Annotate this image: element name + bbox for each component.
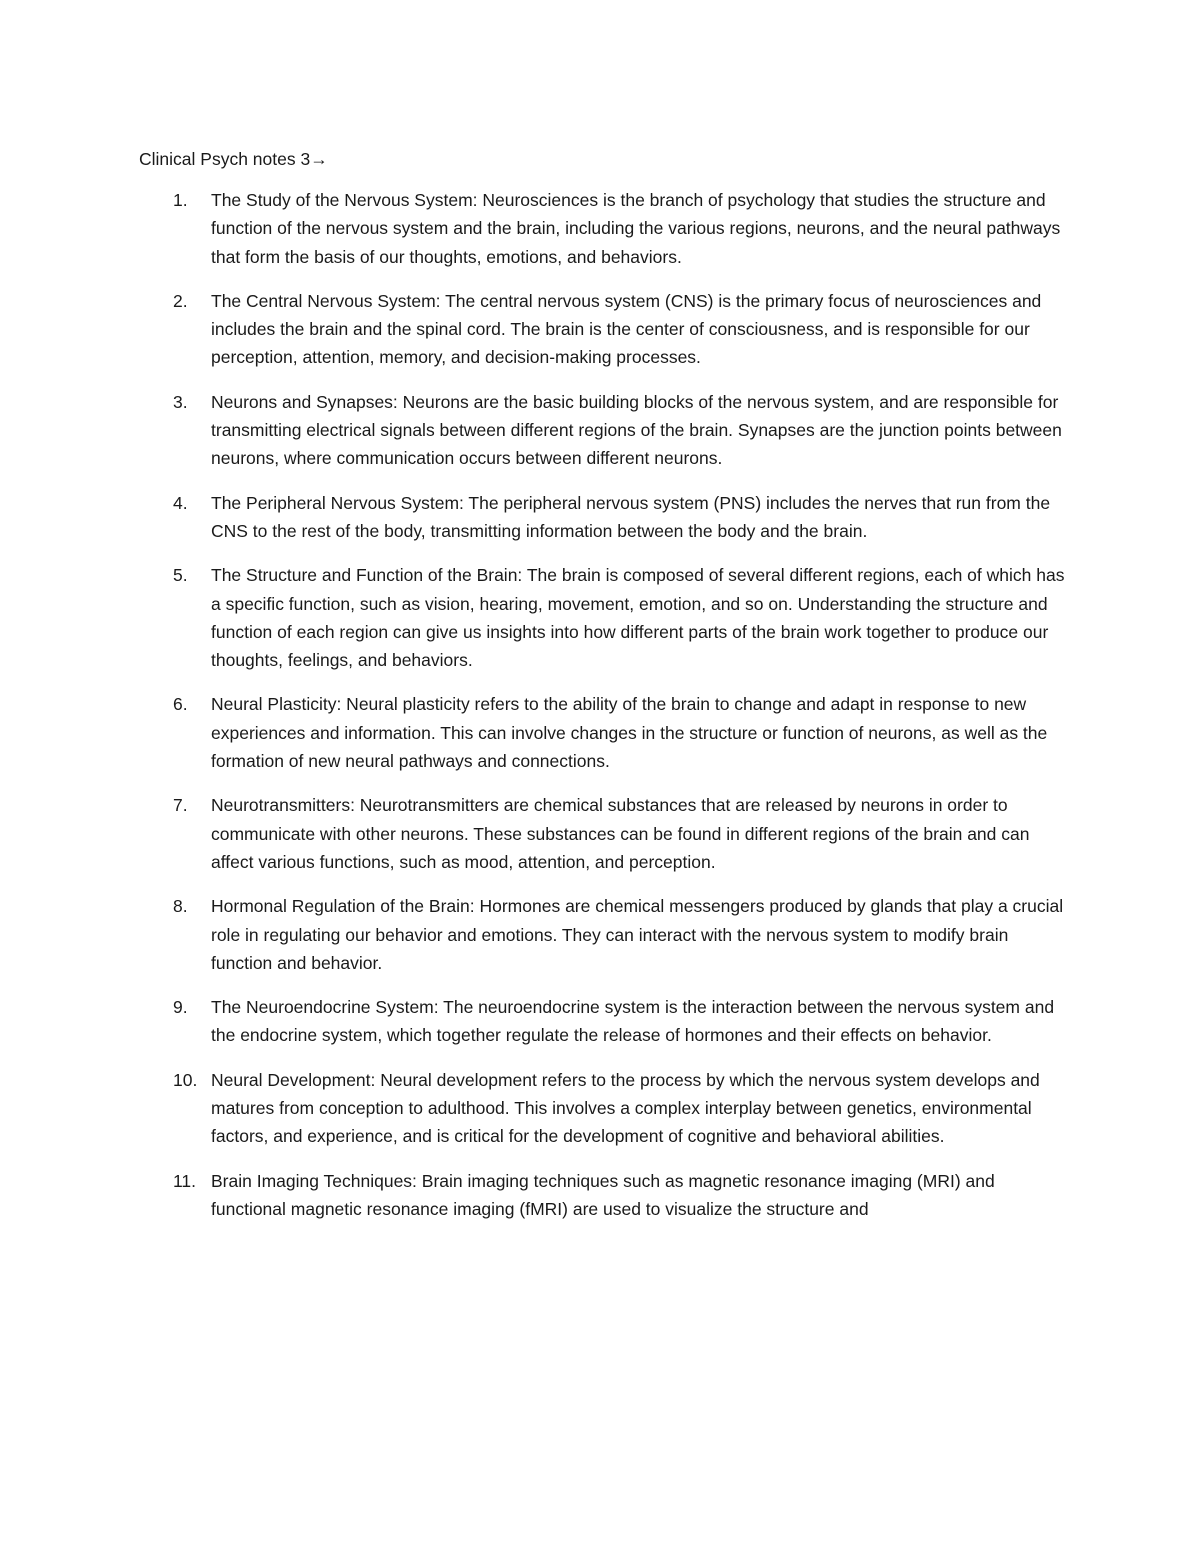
list-item-text: The Neuroendocrine System: The neuroendocrine system is the interaction between the nervous system and the endocrine system, which together regulate the release of hormones and their effects on behavior.	[211, 997, 1055, 1046]
arrow-right-icon: →	[310, 149, 328, 169]
list-item	[139, 561, 1069, 674]
list-item	[139, 287, 1069, 372]
list-item	[139, 489, 1069, 546]
list-item-text: Neural Plasticity: Neural plasticity refers to the ability of the brain to change and adapt in response to new experiences and information. This can involve changes in the structure or function of neurons, as well as the formation of new neural pathways and connections.	[211, 694, 1048, 772]
list-item-text: The Structure and Function of the Brain: The brain is composed of several different regions, each of which has a specific function, such as vision, hearing, movement, emotion, and so on. Understanding the structure and function of each region can give us insights into how different parts of the brain work together to produce our thoughts, feelings, and behaviors.	[211, 565, 1065, 671]
list-item-text: The Central Nervous System: The central nervous system (CNS) is the primary focus of neurosciences and includes the brain and the spinal cord. The brain is the center of consciousness, and is responsible for our perception, attention, memory, and decision-making processes.	[211, 290, 1042, 368]
list-item	[139, 1167, 1069, 1224]
list-item-number: 3.	[173, 391, 188, 412]
list-item-number: 6.	[173, 694, 188, 715]
list-item-text: Brain Imaging Techniques: Brain imaging techniques such as magnetic resonance imaging (MRI) and functional magnetic resonance imaging (fMRI) are used to visualize the structure and	[211, 1170, 995, 1219]
list-item-text: The Study of the Nervous System: Neurosciences is the branch of psychology that studies the structure and function of the nervous system and the brain, including the various regions, neurons, and the neural pathways that form the basis of our thoughts, emotions, and behaviors.	[211, 190, 1061, 267]
notes-list	[139, 186, 1069, 1239]
list-item-number: 9.	[173, 997, 188, 1018]
document-title-text: Clinical Psych notes 3	[139, 149, 311, 169]
list-item-text: The Peripheral Nervous System: The peripheral nervous system (PNS) includes the nerves that run from the CNS to the rest of the body, transmitting information between the body and the brain.	[211, 492, 1051, 541]
list-item	[139, 892, 1069, 977]
list-item	[139, 388, 1069, 473]
list-item-number: 4.	[173, 492, 188, 513]
list-item	[139, 791, 1069, 876]
list-item-number: 8.	[173, 896, 188, 917]
list-item-number: 5.	[173, 565, 188, 586]
list-item	[139, 1066, 1069, 1151]
list-item-text: Hormonal Regulation of the Brain: Hormones are chemical messengers produced by glands that play a crucial role in regulating our behavior and emotions. They can interact with the nervous system to modify brain function and behavior.	[211, 896, 1064, 973]
list-item-text: Neurons and Synapses: Neurons are the basic building blocks of the nervous system, and are responsible for transmitting electrical signals between different regions of the brain. Synapses are the junction points between neurons, where communication occurs between different neurons.	[211, 391, 1062, 469]
list-item	[139, 186, 1069, 271]
list-item-number: 2.	[173, 290, 188, 311]
list-item-number: 7.	[173, 795, 188, 816]
list-item-number: 10.	[173, 1069, 198, 1090]
list-item	[139, 993, 1069, 1050]
document-title	[139, 145, 328, 173]
list-item-number: 1.	[173, 190, 188, 210]
list-item-text: Neurotransmitters: Neurotransmitters are chemical substances that are released by neurons in order to communicate with other neurons. These substances can be found in different regions of the brain and can affect various functions, such as mood, attention, and perception.	[211, 795, 1030, 872]
list-item	[139, 690, 1069, 775]
list-item-text: Neural Development: Neural development refers to the process by which the nervous system develops and matures from conception to adulthood. This involves a complex interplay between genetics, environmental factors, and experience, and is critical for the development of cognitive and behavioral abilities.	[211, 1069, 1040, 1147]
list-item-number: 11.	[173, 1170, 197, 1191]
